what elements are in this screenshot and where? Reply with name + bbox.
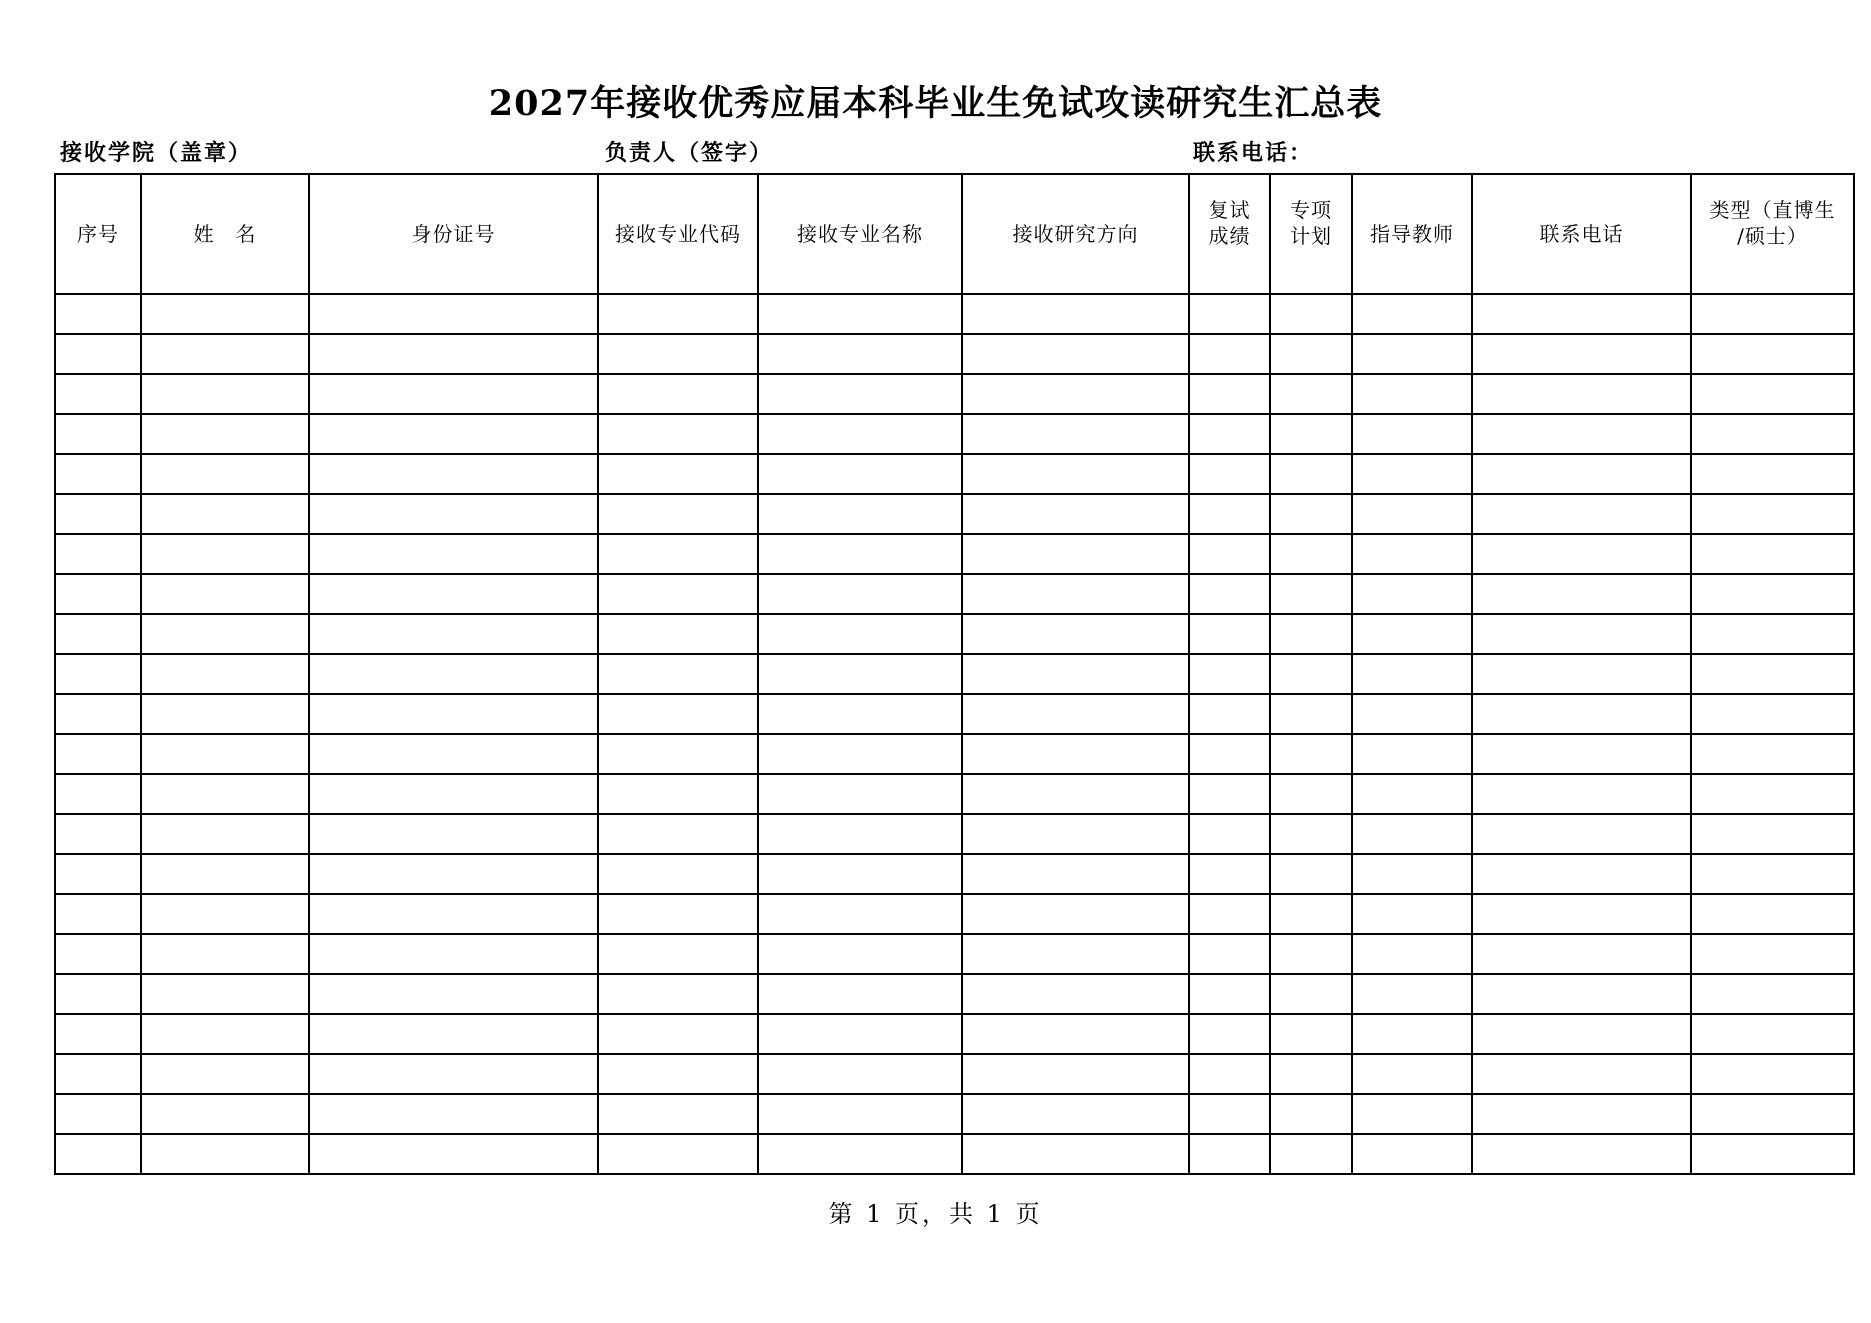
table-row	[55, 414, 1854, 454]
table-cell[interactable]	[55, 334, 141, 374]
table-cell[interactable]	[309, 294, 598, 334]
table-cell[interactable]	[1691, 734, 1854, 774]
page-title: 2027年接收优秀应届本科毕业生免试攻读研究生汇总表	[488, 83, 1383, 124]
table-cell[interactable]	[1189, 614, 1270, 654]
table-cell[interactable]	[1270, 814, 1352, 854]
table-cell[interactable]	[1270, 894, 1352, 934]
responsible-signature-label: 负责人（签字）	[605, 140, 774, 166]
table-cell[interactable]	[55, 374, 141, 414]
table-cell[interactable]	[1270, 294, 1352, 334]
table-cell[interactable]	[141, 974, 309, 1014]
table-cell[interactable]	[962, 974, 1189, 1014]
table-cell[interactable]	[309, 694, 598, 734]
table-cell[interactable]	[1691, 814, 1854, 854]
table-cell[interactable]	[962, 734, 1189, 774]
table-cell[interactable]	[962, 1054, 1189, 1094]
table-cell[interactable]	[141, 814, 309, 854]
table-cell[interactable]	[1352, 654, 1472, 694]
table-cell[interactable]	[1691, 534, 1854, 574]
table-cell[interactable]	[141, 1054, 309, 1094]
table-cell[interactable]	[758, 934, 962, 974]
table-cell[interactable]	[1189, 1134, 1270, 1174]
table-cell[interactable]	[1270, 934, 1352, 974]
table-cell[interactable]	[1352, 494, 1472, 534]
table-cell[interactable]	[309, 414, 598, 454]
table-cell[interactable]	[55, 654, 141, 694]
table-row	[55, 854, 1854, 894]
table-cell[interactable]	[758, 654, 962, 694]
table-cell[interactable]	[141, 1094, 309, 1134]
table-cell[interactable]	[1270, 534, 1352, 574]
table-cell[interactable]	[1691, 1014, 1854, 1054]
table-cell[interactable]	[1472, 1014, 1691, 1054]
table-cell[interactable]	[1352, 294, 1472, 334]
table-cell[interactable]	[1189, 774, 1270, 814]
table-cell[interactable]	[309, 974, 598, 1014]
table-cell[interactable]	[55, 694, 141, 734]
table-cell[interactable]	[1472, 1134, 1691, 1174]
table-cell[interactable]	[962, 494, 1189, 534]
table-cell[interactable]	[758, 734, 962, 774]
table-cell[interactable]	[758, 294, 962, 334]
table-cell[interactable]	[1270, 334, 1352, 374]
table-cell[interactable]	[1352, 934, 1472, 974]
table-cell[interactable]	[1270, 694, 1352, 734]
table-cell[interactable]	[962, 454, 1189, 494]
header-id-number: 身份证号	[309, 174, 598, 294]
table-body	[55, 294, 1854, 1174]
header-contact-phone: 联系电话	[1472, 174, 1691, 294]
table-cell[interactable]	[1352, 414, 1472, 454]
table-cell[interactable]	[141, 494, 309, 534]
table-cell[interactable]	[309, 454, 598, 494]
table-cell[interactable]	[1691, 1094, 1854, 1134]
table-cell[interactable]	[309, 854, 598, 894]
table-cell[interactable]	[55, 1014, 141, 1054]
table-cell[interactable]	[962, 854, 1189, 894]
table-cell[interactable]	[1691, 974, 1854, 1014]
table-cell[interactable]	[1189, 934, 1270, 974]
table-cell[interactable]	[309, 614, 598, 654]
table-row	[55, 974, 1854, 1014]
table-cell[interactable]	[141, 334, 309, 374]
table-cell[interactable]	[758, 334, 962, 374]
table-row	[55, 694, 1854, 734]
table-cell[interactable]	[55, 854, 141, 894]
table-cell[interactable]	[141, 454, 309, 494]
table-row	[55, 534, 1854, 574]
table-cell[interactable]	[1691, 454, 1854, 494]
table-row	[55, 374, 1854, 414]
table-cell[interactable]	[598, 454, 758, 494]
table-cell[interactable]	[598, 334, 758, 374]
table-cell[interactable]	[55, 974, 141, 1014]
table-cell[interactable]	[1189, 534, 1270, 574]
table-row	[55, 454, 1854, 494]
table-cell[interactable]	[1270, 1054, 1352, 1094]
table-cell[interactable]	[1691, 654, 1854, 694]
table-cell[interactable]	[1472, 374, 1691, 414]
table-cell[interactable]	[309, 934, 598, 974]
table-cell[interactable]	[1472, 694, 1691, 734]
table-cell[interactable]	[758, 494, 962, 534]
table-row	[55, 734, 1854, 774]
table-cell[interactable]	[1472, 574, 1691, 614]
table-cell[interactable]	[1472, 734, 1691, 774]
table-cell[interactable]	[141, 294, 309, 334]
table-cell[interactable]	[598, 894, 758, 934]
table-row	[55, 654, 1854, 694]
table-cell[interactable]	[1189, 854, 1270, 894]
table-cell[interactable]	[1352, 614, 1472, 654]
table-cell[interactable]	[1352, 1054, 1472, 1094]
table-cell[interactable]	[598, 494, 758, 534]
table-cell[interactable]	[962, 534, 1189, 574]
table-cell[interactable]	[758, 774, 962, 814]
table-cell[interactable]	[141, 614, 309, 654]
table-cell[interactable]	[598, 614, 758, 654]
table-cell[interactable]	[962, 414, 1189, 454]
table-cell[interactable]	[962, 814, 1189, 854]
college-seal-label: 接收学院（盖章）	[60, 140, 253, 166]
table-cell[interactable]	[55, 534, 141, 574]
table-cell[interactable]	[55, 494, 141, 534]
table-cell[interactable]	[1189, 1094, 1270, 1134]
table-cell[interactable]	[55, 1054, 141, 1094]
table-cell[interactable]	[309, 534, 598, 574]
header-research-direction: 接收研究方向	[962, 174, 1189, 294]
table-row	[55, 814, 1854, 854]
table-cell[interactable]	[1472, 654, 1691, 694]
table-cell[interactable]	[1270, 414, 1352, 454]
table-cell[interactable]	[962, 774, 1189, 814]
table-cell[interactable]	[1189, 574, 1270, 614]
table-cell[interactable]	[1189, 1054, 1270, 1094]
table-cell[interactable]	[309, 734, 598, 774]
table-row	[55, 494, 1854, 534]
table-cell[interactable]	[1189, 454, 1270, 494]
table-cell[interactable]	[55, 774, 141, 814]
table-cell[interactable]	[598, 1054, 758, 1094]
table-cell[interactable]	[309, 1094, 598, 1134]
table-cell[interactable]	[758, 814, 962, 854]
header-major-code: 接收专业代码	[598, 174, 758, 294]
table-cell[interactable]	[598, 774, 758, 814]
table-cell[interactable]	[758, 1054, 962, 1094]
table-cell[interactable]	[1691, 694, 1854, 734]
table-row	[55, 1014, 1854, 1054]
table-cell[interactable]	[1691, 294, 1854, 334]
header-retest-score: 复试 成绩	[1189, 174, 1270, 294]
table-cell[interactable]	[962, 694, 1189, 734]
table-cell[interactable]	[598, 1134, 758, 1174]
table-cell[interactable]	[962, 374, 1189, 414]
table-cell[interactable]	[598, 974, 758, 1014]
table-cell[interactable]	[1352, 1014, 1472, 1054]
table-cell[interactable]	[1270, 854, 1352, 894]
table-cell[interactable]	[1352, 454, 1472, 494]
table-cell[interactable]	[141, 1134, 309, 1174]
table-cell[interactable]	[1189, 1014, 1270, 1054]
table-cell[interactable]	[598, 694, 758, 734]
table-cell[interactable]	[1189, 974, 1270, 1014]
table-cell[interactable]	[1189, 694, 1270, 734]
table-cell[interactable]	[309, 1134, 598, 1174]
table-cell[interactable]	[1472, 894, 1691, 934]
table-cell[interactable]	[1472, 774, 1691, 814]
table-cell[interactable]	[1472, 974, 1691, 1014]
table-cell[interactable]	[1472, 494, 1691, 534]
table-cell[interactable]	[141, 854, 309, 894]
table-cell[interactable]	[1472, 814, 1691, 854]
table-cell[interactable]	[1691, 414, 1854, 454]
table-cell[interactable]	[1189, 334, 1270, 374]
table-cell[interactable]	[141, 894, 309, 934]
table-cell[interactable]	[962, 654, 1189, 694]
table-cell[interactable]	[141, 534, 309, 574]
table-cell[interactable]	[1270, 774, 1352, 814]
table-cell[interactable]	[758, 614, 962, 654]
table-cell[interactable]	[1189, 294, 1270, 334]
table-cell[interactable]	[1691, 374, 1854, 414]
table-cell[interactable]	[309, 654, 598, 694]
table-cell[interactable]	[598, 294, 758, 334]
table-cell[interactable]	[758, 1014, 962, 1054]
table-cell[interactable]	[1352, 854, 1472, 894]
table-cell[interactable]	[962, 614, 1189, 654]
table-cell[interactable]	[141, 414, 309, 454]
table-cell[interactable]	[141, 734, 309, 774]
table-cell[interactable]	[758, 974, 962, 1014]
table-cell[interactable]	[962, 294, 1189, 334]
table-cell[interactable]	[141, 374, 309, 414]
table-cell[interactable]	[598, 414, 758, 454]
table-cell[interactable]	[1352, 894, 1472, 934]
table-cell[interactable]	[1352, 814, 1472, 854]
summary-table	[54, 173, 1855, 1175]
header-name: 姓 名	[141, 174, 309, 294]
table-cell[interactable]	[55, 734, 141, 774]
table-cell[interactable]	[141, 694, 309, 734]
table-cell[interactable]	[758, 574, 962, 614]
table-cell[interactable]	[55, 614, 141, 654]
table-cell[interactable]	[141, 1014, 309, 1054]
table-cell[interactable]	[1352, 1134, 1472, 1174]
table-cell[interactable]	[141, 934, 309, 974]
table-cell[interactable]	[1691, 774, 1854, 814]
table-cell[interactable]	[55, 1094, 141, 1134]
table-header-row	[55, 174, 1854, 294]
table-cell[interactable]	[55, 294, 141, 334]
table-cell[interactable]	[1352, 694, 1472, 734]
table-row	[55, 1094, 1854, 1134]
table-cell[interactable]	[1472, 854, 1691, 894]
table-cell[interactable]	[1352, 574, 1472, 614]
table-cell[interactable]	[1270, 574, 1352, 614]
table-cell[interactable]	[598, 374, 758, 414]
header-serial-number: 序号	[55, 174, 141, 294]
table-cell[interactable]	[309, 774, 598, 814]
table-cell[interactable]	[1189, 894, 1270, 934]
table-cell[interactable]	[962, 894, 1189, 934]
table-cell[interactable]	[598, 814, 758, 854]
table-cell[interactable]	[1270, 1134, 1352, 1174]
table-cell[interactable]	[598, 654, 758, 694]
table-cell[interactable]	[309, 1054, 598, 1094]
table-cell[interactable]	[309, 574, 598, 614]
table-row	[55, 1054, 1854, 1094]
table-cell[interactable]	[1472, 1094, 1691, 1134]
table-cell[interactable]	[962, 1134, 1189, 1174]
table-cell[interactable]	[1352, 334, 1472, 374]
table-cell[interactable]	[1352, 974, 1472, 1014]
table-cell[interactable]	[598, 1094, 758, 1134]
table-row	[55, 774, 1854, 814]
table-cell[interactable]	[309, 814, 598, 854]
table-cell[interactable]	[598, 734, 758, 774]
table-cell[interactable]	[1352, 534, 1472, 574]
table-cell[interactable]	[1352, 374, 1472, 414]
table-row	[55, 614, 1854, 654]
table-cell[interactable]	[55, 414, 141, 454]
table-cell[interactable]	[1472, 934, 1691, 974]
table-cell[interactable]	[598, 854, 758, 894]
table-cell[interactable]	[1472, 534, 1691, 574]
table-cell[interactable]	[1352, 1094, 1472, 1134]
table-cell[interactable]	[1691, 894, 1854, 934]
header-type: 类型（直博生 /硕士）	[1691, 174, 1854, 294]
table-cell[interactable]	[758, 854, 962, 894]
table-cell[interactable]	[758, 374, 962, 414]
table-cell[interactable]	[309, 334, 598, 374]
table-cell[interactable]	[1270, 614, 1352, 654]
page-number-footer: 第 1 页，共 1 页	[828, 1200, 1043, 1228]
table-cell[interactable]	[962, 1014, 1189, 1054]
table-row	[55, 934, 1854, 974]
table-cell[interactable]	[309, 374, 598, 414]
table-cell[interactable]	[1472, 414, 1691, 454]
table-cell[interactable]	[1472, 1054, 1691, 1094]
table-row	[55, 294, 1854, 334]
table-cell[interactable]	[962, 934, 1189, 974]
table-cell[interactable]	[758, 534, 962, 574]
table-cell[interactable]	[598, 534, 758, 574]
table-cell[interactable]	[1189, 374, 1270, 414]
table-cell[interactable]	[1189, 414, 1270, 454]
contact-phone-label: 联系电话：	[1193, 140, 1314, 166]
table-cell[interactable]	[1691, 614, 1854, 654]
table-cell[interactable]	[1352, 774, 1472, 814]
table-cell[interactable]	[1472, 454, 1691, 494]
table-cell[interactable]	[1352, 734, 1472, 774]
table-cell[interactable]	[1270, 1094, 1352, 1134]
table-cell[interactable]	[598, 574, 758, 614]
table-cell[interactable]	[962, 1094, 1189, 1134]
table-cell[interactable]	[758, 1094, 962, 1134]
table-cell[interactable]	[1691, 334, 1854, 374]
table-cell[interactable]	[1189, 654, 1270, 694]
table-cell[interactable]	[55, 574, 141, 614]
table-cell[interactable]	[758, 1134, 962, 1174]
table-cell[interactable]	[1691, 1134, 1854, 1174]
table-cell[interactable]	[962, 574, 1189, 614]
table-cell[interactable]	[55, 814, 141, 854]
table-cell[interactable]	[1691, 574, 1854, 614]
table-cell[interactable]	[1270, 1014, 1352, 1054]
table-cell[interactable]	[1189, 814, 1270, 854]
table-cell[interactable]	[1270, 654, 1352, 694]
table-cell[interactable]	[1691, 854, 1854, 894]
table-cell[interactable]	[1691, 934, 1854, 974]
table-cell[interactable]	[758, 694, 962, 734]
header-special-program: 专项 计划	[1270, 174, 1352, 294]
header-major-name: 接收专业名称	[758, 174, 962, 294]
table-cell[interactable]	[1691, 1054, 1854, 1094]
table-cell[interactable]	[1270, 734, 1352, 774]
table-cell[interactable]	[758, 894, 962, 934]
header-supervisor: 指导教师	[1352, 174, 1472, 294]
table-cell[interactable]	[55, 934, 141, 974]
table-cell[interactable]	[1189, 734, 1270, 774]
table-cell[interactable]	[962, 334, 1189, 374]
table-cell[interactable]	[598, 934, 758, 974]
table-cell[interactable]	[1472, 334, 1691, 374]
table-cell[interactable]	[55, 894, 141, 934]
table-cell[interactable]	[758, 414, 962, 454]
table-cell[interactable]	[1691, 494, 1854, 534]
table-cell[interactable]	[598, 1014, 758, 1054]
table-cell[interactable]	[1189, 494, 1270, 534]
table-cell[interactable]	[1270, 974, 1352, 1014]
table-cell[interactable]	[141, 574, 309, 614]
table-row	[55, 894, 1854, 934]
table-cell[interactable]	[1472, 294, 1691, 334]
table-row	[55, 1134, 1854, 1174]
table-cell[interactable]	[55, 1134, 141, 1174]
table-row	[55, 574, 1854, 614]
table-cell[interactable]	[309, 1014, 598, 1054]
table-cell[interactable]	[141, 654, 309, 694]
table-cell[interactable]	[309, 494, 598, 534]
table-row	[55, 334, 1854, 374]
table-cell[interactable]	[55, 454, 141, 494]
table-cell[interactable]	[758, 454, 962, 494]
table-cell[interactable]	[1270, 454, 1352, 494]
table-cell[interactable]	[1472, 614, 1691, 654]
table-cell[interactable]	[1270, 494, 1352, 534]
table-cell[interactable]	[1270, 374, 1352, 414]
table-cell[interactable]	[141, 774, 309, 814]
table-cell[interactable]	[309, 894, 598, 934]
